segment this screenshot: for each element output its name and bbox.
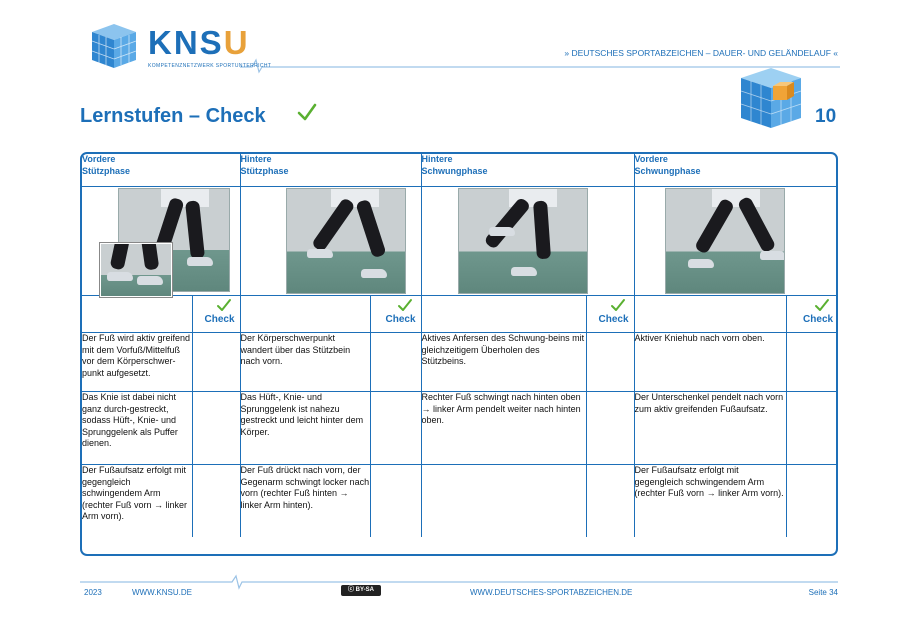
criterion-text: Das Knie ist dabei nicht ganz durch-gestreckt, sodass Hüft-, Knie- und Sprunggelenk als Puffer dienen. [82,392,192,465]
footer-page-label: Seite 34 [808,588,838,597]
criterion-text: Der Fuß wird aktiv greifend mit dem Vorfuß/Mittelfuß vor dem Körperschwer-punkt aufgesetzt. [82,333,192,392]
criterion-text: Aktiver Kniehub nach vorn oben. [634,333,786,392]
phase-title-line1: Hintere [240,154,272,164]
footer-knsu-link[interactable]: WWW.KNSU.DE [132,588,192,597]
criterion-text: Das Hüft-, Knie- und Sprunggelenk ist nahezu gestreckt und leicht hinter dem Körper. [240,392,370,465]
phase-title-line2: Schwungphase [421,165,488,176]
check-label: Check [385,313,416,325]
page-title: Lernstufen – Check [80,105,266,127]
cc-license-badge: ⓒ BY-SA [341,585,381,596]
phase-title-line1: Hintere [421,154,453,164]
criterion-text: Der Fuß drückt nach vorn, der Gegenarm schwingt locker nach vorn (rechter Fuß hinten → linker Arm hinten). [240,465,370,538]
criterion-text: Der Körperschwerpunkt wandert über das Stützbein nach vorn. [240,333,370,392]
phase-title-line2: Stützphase [82,165,131,176]
check-label: Check [803,313,834,325]
criterion-text: Der Fußaufsatz erfolgt mit gegengleich schwingendem Arm (rechter Fuß vorn → linker Arm vorn). [634,465,786,538]
phase-title-line1: Vordere [82,154,116,164]
check-label: Check [598,313,629,325]
criterion-text: Der Unterschenkel pendelt nach vorn zum aktiv greifenden Fußaufsatz. [634,392,786,465]
logo-tagline: KOMPETENZNETZWERK SPORTUNTERRICHT [148,63,272,69]
footer-sportabzeichen-link[interactable]: WWW.DEUTSCHES-SPORTABZEICHEN.DE [470,588,633,597]
phase-title-line2: Schwungphase [634,165,701,176]
criterion-text: Aktives Anfersen des Schwung-beins mit gleichzeitigem Überholen des Stützbeins. [421,333,586,392]
logo-wordmark: KNSU [148,24,250,61]
criterion-text: Der Fußaufsatz erfolgt mit gegengleich schwingendem Arm (rechter Fuß vorn → linker Arm vorn). [82,465,192,538]
footer-year: 2023 [84,588,102,597]
header-subtitle: » DEUTSCHES SPORTABZEICHEN – DAUER- UND GELÄNDELAUF « [564,48,838,58]
phase-title-line2: Stützphase [240,165,289,176]
check-label: Check [204,313,235,325]
criterion-text: Rechter Fuß schwingt nach hinten oben → linker Arm pendelt weiter nach hinten oben. [421,392,586,465]
page-number: 10 [815,106,837,127]
phase-title-line1: Vordere [634,154,668,164]
